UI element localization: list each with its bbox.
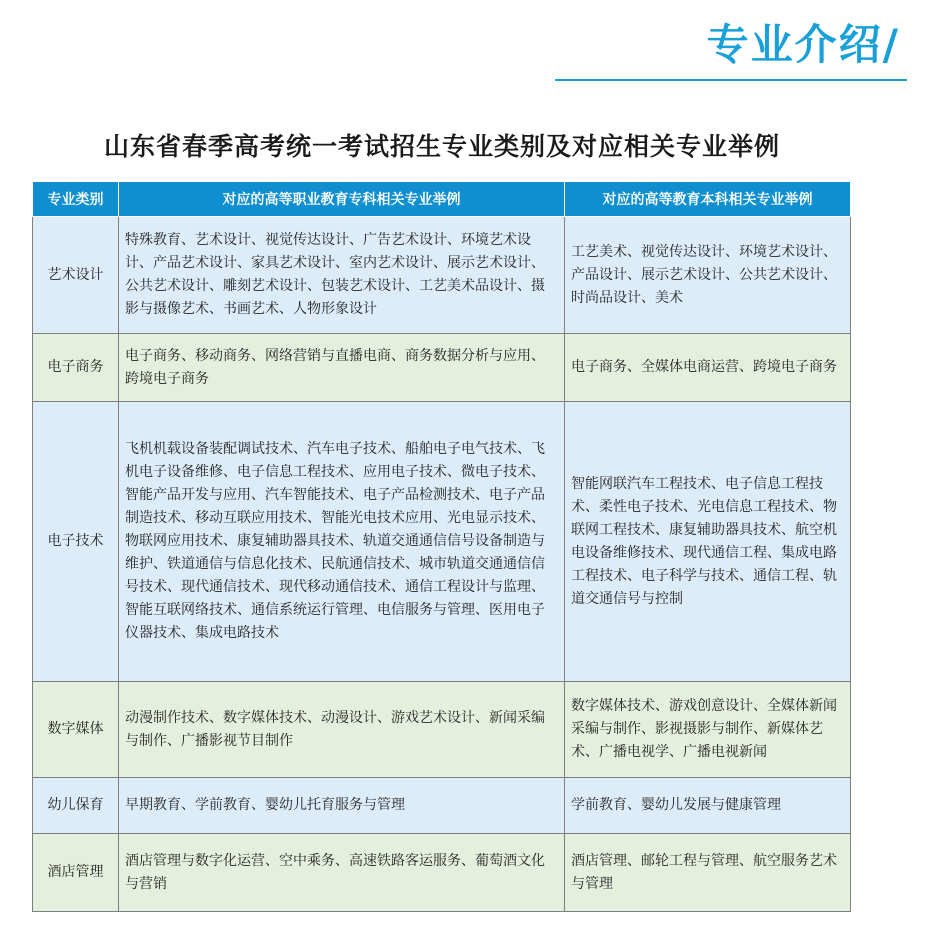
undergraduate-majors-cell: 学前教育、婴幼儿发展与健康管理 xyxy=(565,778,851,834)
category-cell: 数字媒体 xyxy=(33,682,119,778)
column-header-category: 专业类别 xyxy=(33,182,119,217)
undergraduate-majors-cell: 智能网联汽车工程技术、电子信息工程技术、柔性电子技术、光电信息工程技术、物联网工程技术、康复辅助器具技术、航空机电设备维修技术、现代通信工程、集成电路工程技术、电子科学与技术、通信工程、轨道交通信号与控制 xyxy=(565,402,851,682)
section-title: 专业介绍/ xyxy=(706,20,900,69)
category-cell: 幼儿保育 xyxy=(33,778,119,834)
category-cell: 电子商务 xyxy=(33,334,119,402)
undergraduate-majors-cell: 电子商务、全媒体电商运营、跨境电子商务 xyxy=(565,334,851,402)
category-cell: 电子技术 xyxy=(33,402,119,682)
vocational-majors-cell: 动漫制作技术、数字媒体技术、动漫设计、游戏艺术设计、新闻采编与制作、广播影视节目制作 xyxy=(119,682,565,778)
category-cell: 艺术设计 xyxy=(33,217,119,334)
vocational-majors-cell: 酒店管理与数字化运营、空中乘务、高速铁路客运服务、葡萄酒文化与营销 xyxy=(119,834,565,912)
vocational-majors-cell: 飞机机载设备装配调试技术、汽车电子技术、船舶电子电气技术、飞机电子设备维修、电子信息工程技术、应用电子技术、微电子技术、智能产品开发与应用、汽车智能技术、电子产品检测技术、电子产品制造技术、移动互联应用技术、智能光电技术应用、光电显示技术、物联网应用技术、康复辅助器具技术、轨道交通通信信号设备制造与维护、铁道通信与信息化技术、民航通信技术、城市轨道交通通信信号技术、现代通信技术、现代移动通信技术、通信工程设计与监理、智能互联网络技术、通信系统运行管理、电信服务与管理、医用电子仪器技术、集成电路技术 xyxy=(119,402,565,682)
undergraduate-majors-cell: 工艺美术、视觉传达设计、环境艺术设计、产品设计、展示艺术设计、公共艺术设计、时尚品设计、美术 xyxy=(565,217,851,334)
undergraduate-majors-cell: 酒店管理、邮轮工程与管理、航空服务艺术与管理 xyxy=(565,834,851,912)
category-cell: 酒店管理 xyxy=(33,834,119,912)
undergraduate-majors-cell: 数字媒体技术、游戏创意设计、全媒体新闻采编与制作、影视摄影与制作、新媒体艺术、广播电视学、广播电视新闻 xyxy=(565,682,851,778)
majors-table xyxy=(32,181,851,912)
table-row xyxy=(33,778,851,834)
table-row xyxy=(33,402,851,682)
vocational-majors-cell: 早期教育、学前教育、婴幼儿托育服务与管理 xyxy=(119,778,565,834)
title-underline xyxy=(555,79,907,81)
document-title: 山东省春季高考统一考试招生专业类别及对应相关专业举例 xyxy=(103,132,780,161)
table-row xyxy=(33,217,851,334)
vocational-majors-cell: 电子商务、移动商务、网络营销与直播电商、商务数据分析与应用、跨境电子商务 xyxy=(119,334,565,402)
table-row xyxy=(33,682,851,778)
table-row xyxy=(33,834,851,912)
column-header-undergraduate: 对应的高等教育本科相关专业举例 xyxy=(565,182,851,217)
table-header-row xyxy=(33,182,851,217)
vocational-majors-cell: 特殊教育、艺术设计、视觉传达设计、广告艺术设计、环境艺术设计、产品艺术设计、家具艺术设计、室内艺术设计、展示艺术设计、公共艺术设计、雕刻艺术设计、包装艺术设计、工艺美术品设计、摄影与摄像艺术、书画艺术、人物形象设计 xyxy=(119,217,565,334)
column-header-vocational: 对应的高等职业教育专科相关专业举例 xyxy=(119,182,565,217)
table-row xyxy=(33,334,851,402)
